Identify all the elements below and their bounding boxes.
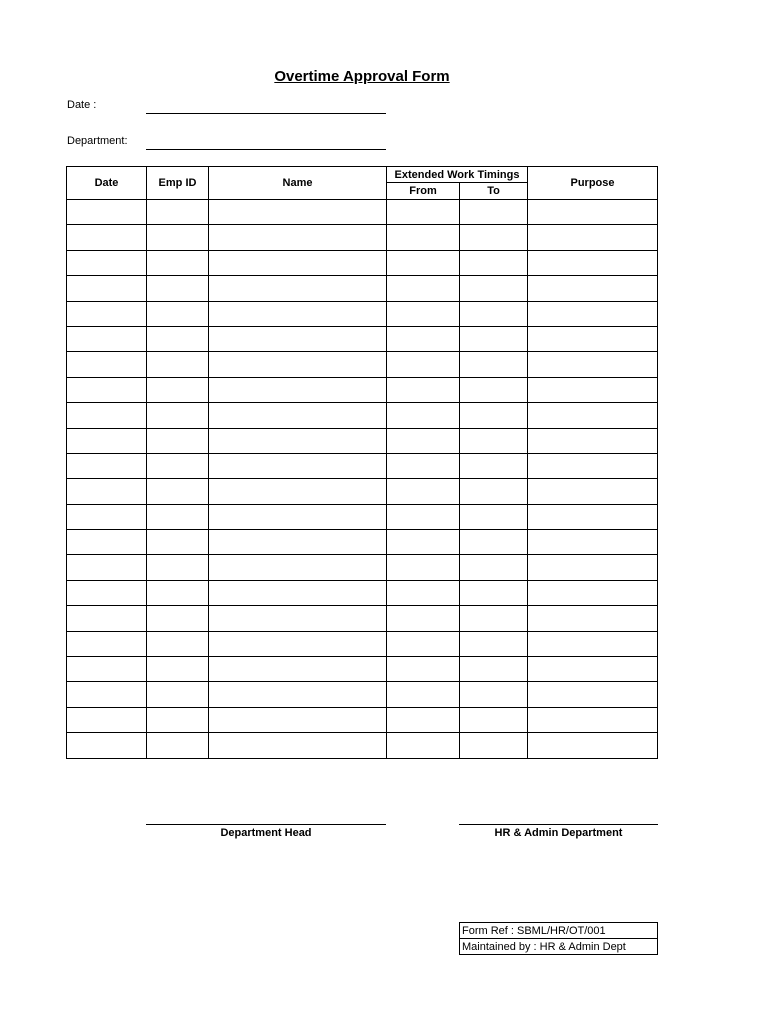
hr-admin-signature-line[interactable] xyxy=(459,824,658,825)
cell-emp-id[interactable] xyxy=(147,301,209,326)
table-row xyxy=(67,225,658,250)
cell-to[interactable] xyxy=(460,326,528,351)
cell-from[interactable] xyxy=(387,453,460,478)
cell-date[interactable] xyxy=(67,555,147,580)
cell-from[interactable] xyxy=(387,200,460,225)
cell-purpose[interactable] xyxy=(528,580,658,605)
table-row xyxy=(67,631,658,656)
cell-from[interactable] xyxy=(387,403,460,428)
date-field[interactable] xyxy=(146,113,386,114)
cell-name[interactable] xyxy=(209,276,387,301)
table-row xyxy=(67,352,658,377)
cell-emp-id[interactable] xyxy=(147,733,209,758)
header-to: To xyxy=(460,183,528,200)
cell-emp-id[interactable] xyxy=(147,657,209,682)
table-row xyxy=(67,301,658,326)
cell-emp-id[interactable] xyxy=(147,504,209,529)
cell-from[interactable] xyxy=(387,250,460,275)
cell-to[interactable] xyxy=(460,276,528,301)
form-ref-text: Form Ref : SBML/HR/OT/001 xyxy=(460,923,658,939)
cell-purpose[interactable] xyxy=(528,707,658,732)
cell-from[interactable] xyxy=(387,555,460,580)
cell-date[interactable] xyxy=(67,733,147,758)
cell-from[interactable] xyxy=(387,276,460,301)
cell-name[interactable] xyxy=(209,504,387,529)
cell-date[interactable] xyxy=(67,377,147,402)
cell-name[interactable] xyxy=(209,682,387,707)
cell-emp-id[interactable] xyxy=(147,377,209,402)
cell-purpose[interactable] xyxy=(528,250,658,275)
cell-name[interactable] xyxy=(209,377,387,402)
cell-date[interactable] xyxy=(67,403,147,428)
cell-from[interactable] xyxy=(387,707,460,732)
header-purpose: Purpose xyxy=(528,167,658,200)
cell-purpose[interactable] xyxy=(528,606,658,631)
cell-to[interactable] xyxy=(460,504,528,529)
cell-to[interactable] xyxy=(460,682,528,707)
cell-to[interactable] xyxy=(460,225,528,250)
cell-to[interactable] xyxy=(460,606,528,631)
cell-name[interactable] xyxy=(209,479,387,504)
cell-to[interactable] xyxy=(460,352,528,377)
cell-emp-id[interactable] xyxy=(147,707,209,732)
cell-date[interactable] xyxy=(67,428,147,453)
hr-admin-label: HR & Admin Department xyxy=(494,827,623,839)
header-date: Date xyxy=(67,167,147,200)
cell-date[interactable] xyxy=(67,530,147,555)
cell-to[interactable] xyxy=(460,733,528,758)
cell-purpose[interactable] xyxy=(528,200,658,225)
cell-emp-id[interactable] xyxy=(147,631,209,656)
cell-emp-id[interactable] xyxy=(147,606,209,631)
cell-name[interactable] xyxy=(209,657,387,682)
cell-date[interactable] xyxy=(67,225,147,250)
cell-name[interactable] xyxy=(209,352,387,377)
table-row xyxy=(67,733,658,758)
table-row xyxy=(67,326,658,351)
cell-emp-id[interactable] xyxy=(147,352,209,377)
header-extended-work-timings: Extended Work Timings xyxy=(387,167,528,183)
cell-purpose[interactable] xyxy=(528,631,658,656)
table-row xyxy=(67,479,658,504)
cell-date[interactable] xyxy=(67,504,147,529)
cell-name[interactable] xyxy=(209,200,387,225)
table-row xyxy=(67,453,658,478)
cell-from[interactable] xyxy=(387,326,460,351)
table-row xyxy=(67,682,658,707)
cell-name[interactable] xyxy=(209,301,387,326)
cell-from[interactable] xyxy=(387,428,460,453)
maintained-by-text: Maintained by : HR & Admin Dept xyxy=(460,939,658,955)
cell-purpose[interactable] xyxy=(528,479,658,504)
form-title: Overtime Approval Form xyxy=(274,68,450,85)
cell-from[interactable] xyxy=(387,657,460,682)
cell-date[interactable] xyxy=(67,326,147,351)
cell-emp-id[interactable] xyxy=(147,555,209,580)
cell-name[interactable] xyxy=(209,326,387,351)
cell-name[interactable] xyxy=(209,428,387,453)
cell-date[interactable] xyxy=(67,276,147,301)
cell-purpose[interactable] xyxy=(528,352,658,377)
cell-from[interactable] xyxy=(387,301,460,326)
department-head-label: Department Head xyxy=(220,827,312,839)
cell-purpose[interactable] xyxy=(528,530,658,555)
cell-to[interactable] xyxy=(460,377,528,402)
department-head-signature-line[interactable] xyxy=(146,824,386,825)
cell-purpose[interactable] xyxy=(528,276,658,301)
cell-name[interactable] xyxy=(209,580,387,605)
cell-date[interactable] xyxy=(67,301,147,326)
header-emp-id: Emp ID xyxy=(147,167,209,200)
cell-purpose[interactable] xyxy=(528,326,658,351)
cell-date[interactable] xyxy=(67,453,147,478)
cell-to[interactable] xyxy=(460,403,528,428)
cell-emp-id[interactable] xyxy=(147,530,209,555)
cell-name[interactable] xyxy=(209,403,387,428)
cell-from[interactable] xyxy=(387,606,460,631)
cell-purpose[interactable] xyxy=(528,682,658,707)
table-row xyxy=(67,200,658,225)
cell-emp-id[interactable] xyxy=(147,250,209,275)
cell-from[interactable] xyxy=(387,530,460,555)
table-row xyxy=(67,403,658,428)
cell-to[interactable] xyxy=(460,631,528,656)
table-row xyxy=(67,276,658,301)
cell-name[interactable] xyxy=(209,733,387,758)
table-row xyxy=(67,580,658,605)
cell-emp-id[interactable] xyxy=(147,276,209,301)
cell-purpose[interactable] xyxy=(528,555,658,580)
form-reference-box xyxy=(459,922,658,955)
cell-purpose[interactable] xyxy=(528,225,658,250)
department-field[interactable] xyxy=(146,149,386,150)
cell-to[interactable] xyxy=(460,707,528,732)
table-row xyxy=(67,530,658,555)
cell-name[interactable] xyxy=(209,250,387,275)
cell-purpose[interactable] xyxy=(528,428,658,453)
cell-from[interactable] xyxy=(387,682,460,707)
cell-from[interactable] xyxy=(387,352,460,377)
cell-emp-id[interactable] xyxy=(147,428,209,453)
department-label: Department: xyxy=(67,135,128,147)
cell-from[interactable] xyxy=(387,580,460,605)
cell-purpose[interactable] xyxy=(528,657,658,682)
cell-date[interactable] xyxy=(67,657,147,682)
table-row xyxy=(67,707,658,732)
cell-purpose[interactable] xyxy=(528,377,658,402)
table-row xyxy=(67,377,658,402)
cell-from[interactable] xyxy=(387,504,460,529)
cell-purpose[interactable] xyxy=(528,301,658,326)
cell-date[interactable] xyxy=(67,631,147,656)
cell-emp-id[interactable] xyxy=(147,580,209,605)
cell-date[interactable] xyxy=(67,200,147,225)
cell-purpose[interactable] xyxy=(528,504,658,529)
table-row xyxy=(67,555,658,580)
cell-purpose[interactable] xyxy=(528,453,658,478)
cell-name[interactable] xyxy=(209,530,387,555)
cell-to[interactable] xyxy=(460,580,528,605)
overtime-table xyxy=(66,166,658,759)
cell-name[interactable] xyxy=(209,707,387,732)
cell-name[interactable] xyxy=(209,606,387,631)
header-from: From xyxy=(387,183,460,200)
cell-date[interactable] xyxy=(67,707,147,732)
table-row xyxy=(67,606,658,631)
cell-emp-id[interactable] xyxy=(147,682,209,707)
cell-date[interactable] xyxy=(67,606,147,631)
cell-date[interactable] xyxy=(67,682,147,707)
cell-to[interactable] xyxy=(460,530,528,555)
cell-date[interactable] xyxy=(67,250,147,275)
cell-purpose[interactable] xyxy=(528,733,658,758)
cell-emp-id[interactable] xyxy=(147,200,209,225)
table-row xyxy=(67,250,658,275)
cell-name[interactable] xyxy=(209,631,387,656)
cell-name[interactable] xyxy=(209,453,387,478)
cell-emp-id[interactable] xyxy=(147,479,209,504)
cell-from[interactable] xyxy=(387,733,460,758)
cell-to[interactable] xyxy=(460,479,528,504)
cell-to[interactable] xyxy=(460,555,528,580)
cell-from[interactable] xyxy=(387,377,460,402)
cell-name[interactable] xyxy=(209,555,387,580)
table-row xyxy=(67,504,658,529)
cell-date[interactable] xyxy=(67,352,147,377)
cell-name[interactable] xyxy=(209,225,387,250)
table-row xyxy=(67,428,658,453)
date-label: Date : xyxy=(67,99,97,111)
cell-date[interactable] xyxy=(67,479,147,504)
header-name: Name xyxy=(209,167,387,200)
cell-date[interactable] xyxy=(67,580,147,605)
cell-to[interactable] xyxy=(460,428,528,453)
cell-to[interactable] xyxy=(460,657,528,682)
cell-to[interactable] xyxy=(460,453,528,478)
cell-from[interactable] xyxy=(387,631,460,656)
cell-emp-id[interactable] xyxy=(147,225,209,250)
cell-emp-id[interactable] xyxy=(147,326,209,351)
cell-emp-id[interactable] xyxy=(147,403,209,428)
cell-from[interactable] xyxy=(387,225,460,250)
cell-emp-id[interactable] xyxy=(147,453,209,478)
cell-to[interactable] xyxy=(460,301,528,326)
table-body xyxy=(67,200,658,759)
cell-from[interactable] xyxy=(387,479,460,504)
cell-purpose[interactable] xyxy=(528,403,658,428)
cell-to[interactable] xyxy=(460,200,528,225)
cell-to[interactable] xyxy=(460,250,528,275)
table-row xyxy=(67,657,658,682)
